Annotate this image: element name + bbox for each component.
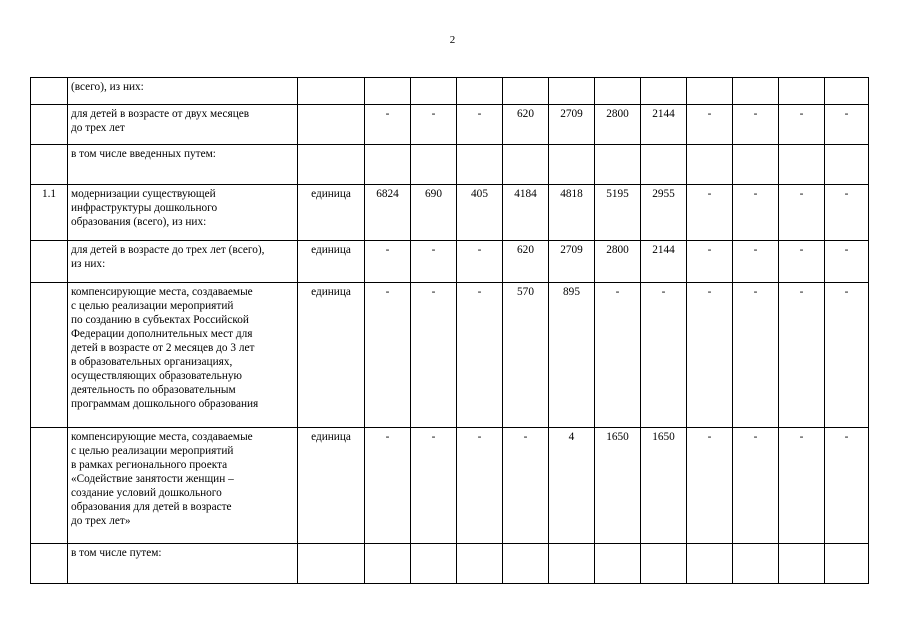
value-cell <box>549 544 595 584</box>
description-cell: (всего), из них: <box>68 78 298 105</box>
value-cell: - <box>365 105 411 145</box>
value-cell: 6824 <box>365 185 411 241</box>
value-cell: - <box>365 428 411 544</box>
value-cell <box>733 145 779 185</box>
value-cell: - <box>687 241 733 283</box>
description-cell: для детей в возрасте до трех лет (всего), из них: <box>68 241 298 283</box>
value-cell: - <box>733 241 779 283</box>
value-cell <box>687 544 733 584</box>
value-cell: - <box>457 283 503 428</box>
table-row <box>31 105 869 145</box>
table-row <box>31 185 869 241</box>
value-cell: - <box>779 241 825 283</box>
value-cell <box>503 78 549 105</box>
value-cell <box>595 78 641 105</box>
value-cell: - <box>779 428 825 544</box>
unit-cell: единица <box>298 428 365 544</box>
description-cell: компенсирующие места, создаваемые с целью реализации мероприятий в рамках регионального проекта «Содействие занятости женщин – создание условий дошкольного образования для детей в возрасте до трех лет» <box>68 428 298 544</box>
value-cell: 2955 <box>641 185 687 241</box>
value-cell: - <box>411 105 457 145</box>
value-cell <box>365 145 411 185</box>
value-cell: 2144 <box>641 105 687 145</box>
value-cell: 4818 <box>549 185 595 241</box>
value-cell: - <box>779 105 825 145</box>
value-cell <box>549 78 595 105</box>
value-cell: - <box>411 283 457 428</box>
value-cell <box>733 544 779 584</box>
value-cell <box>457 544 503 584</box>
description-cell: в том числе введенных путем: <box>68 145 298 185</box>
unit-cell <box>298 544 365 584</box>
value-cell <box>457 78 503 105</box>
value-cell <box>687 145 733 185</box>
value-cell: - <box>365 241 411 283</box>
data-table <box>30 77 869 584</box>
page-number: 2 <box>449 34 456 46</box>
value-cell: - <box>411 428 457 544</box>
value-cell: - <box>825 241 869 283</box>
unit-cell: единица <box>298 283 365 428</box>
value-cell <box>595 544 641 584</box>
value-cell: - <box>733 283 779 428</box>
value-cell <box>641 78 687 105</box>
value-cell <box>779 78 825 105</box>
row-number-cell <box>31 145 68 185</box>
value-cell: - <box>779 185 825 241</box>
row-number-cell <box>31 78 68 105</box>
value-cell: - <box>457 241 503 283</box>
value-cell: 2144 <box>641 241 687 283</box>
value-cell <box>457 145 503 185</box>
value-cell: - <box>411 241 457 283</box>
value-cell: - <box>687 428 733 544</box>
value-cell <box>733 78 779 105</box>
value-cell: - <box>825 105 869 145</box>
value-cell: - <box>825 428 869 544</box>
value-cell: - <box>733 105 779 145</box>
value-cell: - <box>779 283 825 428</box>
value-cell: - <box>687 283 733 428</box>
value-cell: 620 <box>503 241 549 283</box>
value-cell: 570 <box>503 283 549 428</box>
table-row <box>31 145 869 185</box>
value-cell: - <box>733 185 779 241</box>
value-cell: 5195 <box>595 185 641 241</box>
unit-cell <box>298 145 365 185</box>
value-cell <box>411 78 457 105</box>
table-row <box>31 544 869 584</box>
row-number-cell <box>31 105 68 145</box>
value-cell: 690 <box>411 185 457 241</box>
value-cell <box>549 145 595 185</box>
description-cell: в том числе путем: <box>68 544 298 584</box>
value-cell: - <box>825 185 869 241</box>
row-number-cell <box>31 428 68 544</box>
value-cell: - <box>595 283 641 428</box>
value-cell: 2800 <box>595 105 641 145</box>
value-cell: - <box>687 185 733 241</box>
row-number-cell <box>31 241 68 283</box>
value-cell <box>825 145 869 185</box>
value-cell <box>687 78 733 105</box>
value-cell: 4 <box>549 428 595 544</box>
value-cell: 2800 <box>595 241 641 283</box>
value-cell: 4184 <box>503 185 549 241</box>
description-cell: модернизации существующей инфраструктуры дошкольного образования (всего), из них: <box>68 185 298 241</box>
value-cell <box>641 544 687 584</box>
value-cell <box>411 145 457 185</box>
table-row <box>31 428 869 544</box>
value-cell <box>365 544 411 584</box>
value-cell: 895 <box>549 283 595 428</box>
unit-cell <box>298 105 365 145</box>
description-cell: для детей в возрасте от двух месяцев до трех лет <box>68 105 298 145</box>
value-cell: 620 <box>503 105 549 145</box>
value-cell: - <box>687 105 733 145</box>
table-row <box>31 78 869 105</box>
table-row <box>31 283 869 428</box>
value-cell <box>825 544 869 584</box>
value-cell: 405 <box>457 185 503 241</box>
unit-cell <box>298 78 365 105</box>
value-cell: - <box>365 283 411 428</box>
table-row <box>31 241 869 283</box>
value-cell <box>411 544 457 584</box>
value-cell: 1650 <box>641 428 687 544</box>
value-cell <box>503 544 549 584</box>
row-number-cell <box>31 544 68 584</box>
unit-cell: единица <box>298 241 365 283</box>
row-number-cell <box>31 283 68 428</box>
value-cell <box>503 145 549 185</box>
value-cell: 2709 <box>549 105 595 145</box>
value-cell: 2709 <box>549 241 595 283</box>
value-cell: - <box>641 283 687 428</box>
value-cell <box>779 544 825 584</box>
value-cell <box>595 145 641 185</box>
value-cell: 1650 <box>595 428 641 544</box>
value-cell <box>825 78 869 105</box>
value-cell <box>779 145 825 185</box>
value-cell: - <box>733 428 779 544</box>
description-cell: компенсирующие места, создаваемые с целью реализации мероприятий по созданию в субъектах Российской Федерации дополнительных мест для детей в возрасте от 2 месяцев до 3 лет в образовательных организациях, осуществляющих образовательную деятельность по образовательным программам дошкольного образования <box>68 283 298 428</box>
value-cell: - <box>503 428 549 544</box>
table-body <box>31 78 869 584</box>
unit-cell: единица <box>298 185 365 241</box>
value-cell: - <box>825 283 869 428</box>
value-cell <box>365 78 411 105</box>
value-cell: - <box>457 428 503 544</box>
row-number-cell: 1.1 <box>31 185 68 241</box>
value-cell: - <box>457 105 503 145</box>
value-cell <box>641 145 687 185</box>
